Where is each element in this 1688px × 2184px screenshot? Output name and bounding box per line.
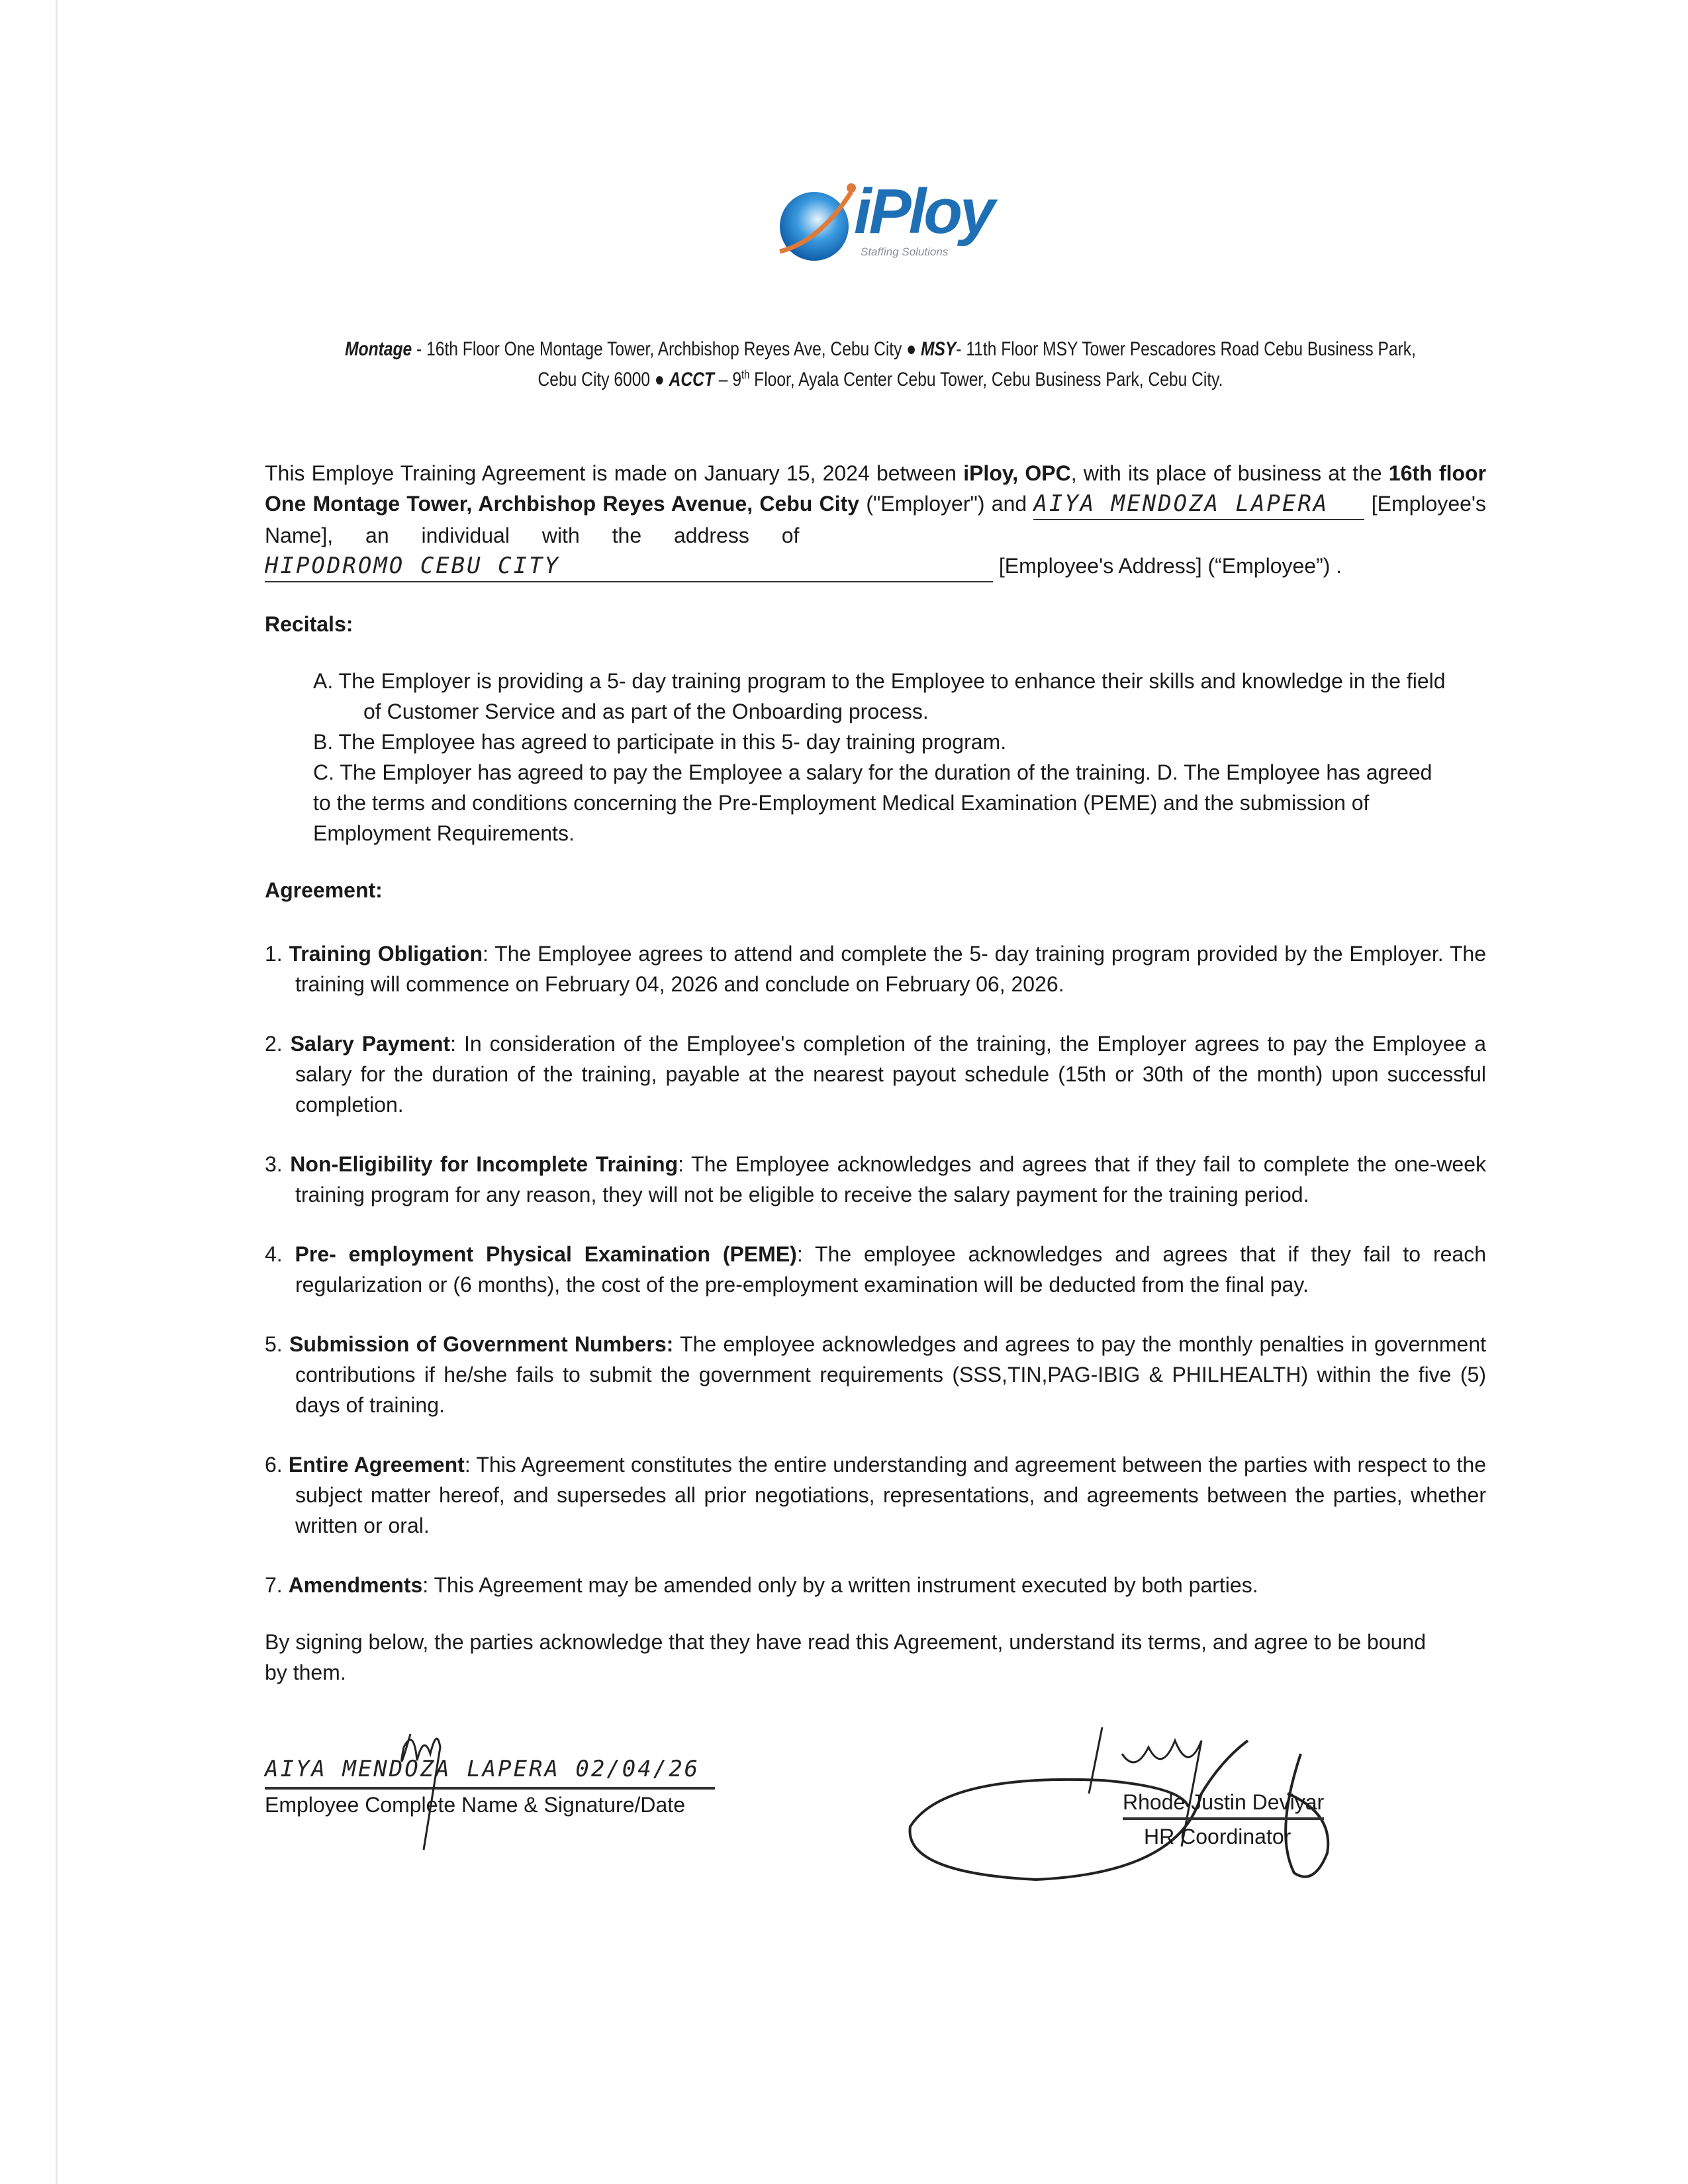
item-title: Training Obligation [289,942,483,966]
item-title: Pre- employment Physical Examination (PEME) [295,1242,797,1266]
hr-signature-block [904,1714,1460,1913]
recitals-heading: Recitals: [265,612,353,636]
company-name: iPloy, OPC [963,461,1071,485]
employee-signature-block [265,1714,715,1913]
agreement-item [265,938,1486,999]
item-title: Non-Eligibility for Incomplete Training [290,1152,679,1176]
agreement-item [265,1449,1486,1541]
iploy-logo [773,176,1011,271]
intro-paragraph: This Employe Training Agreement is made on January 15, 2024 between iPloy, OPC, with its place of business at the 16th floor One Montage Tower, Archbishop Reyes Avenue, Cebu City ("Employer") and AIYA MENDOZA LAPERA [Employee's Name], an individual with the address of HIPODROMO CEBU CITY [Employee's Address] (“Employee”) . [265,458,1486,582]
globe-icon [773,179,859,268]
signature-row [265,1714,1486,1913]
agreement-item [265,1239,1486,1300]
acct-label: ACCT [669,369,714,390]
recitals-list [313,666,1452,848]
item-text: : This Agreement constitutes the entire understanding and agreement between the parties with respect to the subject matter hereof, and supersedes all prior negotiations, representations, and agreements between the parties, whether written or oral. [295,1453,1487,1537]
employee-name-field: AIYA MENDOZA LAPERA [1033,488,1364,520]
item-text: : The employee acknowledges and agrees that if they fail to reach regularization or (6 months), the cost of the pre-employment examination will be deducted from the final pay. [295,1242,1487,1297]
hr-name: Rhode Justin Deviyar [1123,1787,1324,1820]
agreement-item [265,1149,1486,1210]
item-number: 1. [265,942,283,966]
logo-text [854,176,993,259]
item-text: The employee acknowledges and agrees to pay the monthly penalties in government contributions if he/she fails to submit the government requirements (SSS,TIN,PAG-IBIG & PHILHEALTH) within the five (5) days of training. [295,1332,1487,1417]
item-number: 4. [265,1242,283,1266]
item-title: Submission of Government Numbers: [289,1332,674,1356]
item-number: 3. [265,1152,283,1176]
employee-address-field: HIPODROMO CEBU CITY [265,551,993,582]
recital-a: A. The Employer is providing a 5- day training program to the Employee to enhance their skills and knowledge in the field of Customer Service and as part of the Onboarding process. [313,669,1446,723]
recital-b: B. The Employee has agreed to participate in this 5- day training program. [313,730,1007,754]
company-place: 16th floor One Montage Tower, Archbishop Reyes Avenue, Cebu City [265,461,1487,516]
item-title: Amendments [288,1573,423,1597]
item-number: 5. [265,1332,283,1356]
agreement-item [265,1570,1486,1600]
item-title: Salary Payment [290,1032,451,1056]
agreement-item [265,1329,1486,1420]
msy-label: MSY [920,338,957,360]
hr-title: HR Coordinator [1144,1825,1291,1848]
montage-address: - 16th Floor One Montage Tower, Archbishop Reyes Ave, Cebu City ● [416,338,917,360]
item-text: : This Agreement may be amended only by a written instrument executed by both parties. [422,1573,1258,1597]
office-addresses: Montage - 16th Floor One Montage Tower, Archbishop Reyes Ave, Cebu City ● MSY- 11th Floor MSY Tower Pescadores Road Cebu Business Park, Cebu City 6000 ● ACCT – 9th Floor, Ayala Center Cebu Tower, Cebu Business Park, Cebu City. [345,338,1416,390]
agreement-heading: Agreement: [265,878,383,902]
item-number: 6. [265,1453,283,1477]
item-number: 7. [265,1573,283,1597]
montage-label: Montage [345,338,412,360]
item-number: 2. [265,1032,283,1056]
recital-c: C. The Employer has agreed to pay the Employee a salary for the duration of the training. D. The Employee has agreed to the terms and conditions concerning the Pre-Employment Medical Examination (PEME) and the submission of Employment Requirements. [313,760,1432,845]
employee-signature-label: Employee Complete Name & Signature/Date [265,1793,685,1817]
item-text: : In consideration of the Employee's completion of the training, the Employer agrees to pay the Employee a salary for the duration of the training, payable at the nearest payout schedule (15th or 30th of the month) upon successful completion. [295,1032,1487,1116]
agreement-items [265,938,1486,1600]
item-text: : The Employee acknowledges and agrees that if they fail to complete the one-week training program for any reason, they will not be eligible to receive the salary payment for the training period. [295,1152,1487,1206]
item-title: Entire Agreement [288,1453,465,1477]
item-text: : The Employee agrees to attend and complete the 5- day training program provided by the Employer. The training will commence on February 04, 2026 and conclude on February 06, 2026. [295,942,1487,996]
agreement-item [265,1028,1486,1120]
logo-tagline: Staffing Solutions [861,246,949,258]
logo-word: iPloy [854,176,993,247]
acct-address: Floor, Ayala Center Cebu Tower, Cebu Business Park, Cebu City. [749,369,1223,390]
closing-statement: By signing below, the parties acknowledge that they have read this Agreement, understand its terms, and agree to be bound by them. [265,1630,1426,1684]
employee-written-name: AIYA MENDOZA LAPERA 02/04/26 [265,1754,715,1790]
msy-address: - 11th Floor MSY Tower Pescadores Road Cebu Business Park, Cebu City 6000 ● [538,338,1416,390]
